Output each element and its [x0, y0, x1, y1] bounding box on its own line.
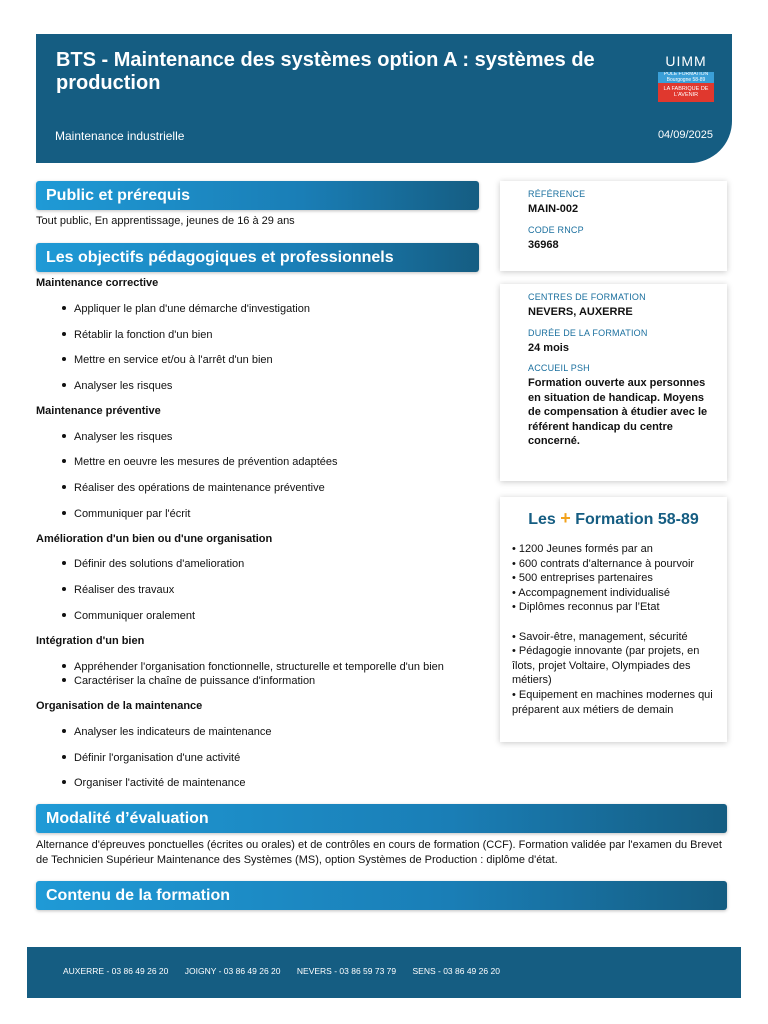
list-item: • 600 contrats d'alternance à pourvoir: [512, 557, 695, 570]
objectif-item: Caractériser la chaîne de puissance d'information: [62, 675, 315, 687]
objectif-item: Mettre en service et/ou à l'arrêt d'un bien: [62, 354, 273, 366]
logo-brand: UIMM: [665, 53, 707, 69]
section-public-title: Public et prérequis: [36, 181, 479, 210]
footer-contact-sens: SENS - 03 86 49 26 20: [412, 966, 500, 976]
objectif-group-heading: Maintenance préventive: [36, 405, 161, 417]
duree-label: DURÉE DE LA FORMATION: [528, 327, 648, 338]
bullet-icon: [62, 357, 66, 361]
duree-value: 24 mois: [528, 341, 569, 354]
evaluation-text: Alternance d'épreuves ponctuelles (écrites ou orales) et de contrôles en cours de formation (CCF). Formation validée par l'examen du Brevet de Technicien Supérieur Maintenance des Systèmes (MS), option Systèmes de Production : diplôme d'état.: [36, 839, 722, 866]
objectif-group-heading: Organisation de la maintenance: [36, 700, 203, 712]
reference-label: RÉFÉRENCE: [528, 189, 586, 199]
footer-contact-joigny: JOIGNY - 03 86 49 26 20: [184, 966, 281, 976]
page-subtitle: Maintenance industrielle: [55, 129, 185, 143]
objectif-item: Appréhender l'organisation fonctionnelle, structurelle et temporelle d'un bien: [62, 661, 444, 673]
bullet-icon: [62, 306, 66, 310]
bullet-icon: [62, 332, 66, 336]
psh-label: ACCUEIL PSH: [528, 363, 590, 373]
page-title: BTS - Maintenance des systèmes option A : systèmes de production: [56, 49, 595, 94]
list-item: • Savoir-être, management, sécurité: [512, 630, 688, 643]
logo-band-blue: PÔLE FORMATION Bourgogne 58-89: [658, 72, 714, 83]
bullet-icon: [62, 613, 66, 617]
list-spacer: [512, 615, 715, 630]
rncp-value: 36968: [528, 238, 559, 251]
bullet-icon: [62, 780, 66, 784]
list-item: • Pédagogie innovante (par projets, en îlots, projet Voltaire, Olympiades des métiers): [512, 645, 700, 687]
les-plus-card: [500, 497, 727, 742]
objectif-item: Définir l'organisation d'une activité: [62, 752, 240, 764]
bullet-icon: [62, 459, 66, 463]
reference-value: MAIN-002: [528, 203, 579, 215]
logo-band-red: LA FABRIQUE DE L'AVENIR: [658, 83, 714, 102]
list-item: • 500 entreprises partenaires: [512, 572, 653, 585]
objectif-item: Organiser l'activité de maintenance: [62, 777, 245, 789]
bullet-icon: [62, 434, 66, 438]
centres-card: [500, 284, 727, 481]
objectif-item: Définir des solutions d'amelioration: [62, 558, 244, 570]
bullet-icon: [62, 587, 66, 591]
section-objectifs-title: Les objectifs pédagogiques et professionnels: [36, 243, 479, 272]
bullet-icon: [62, 561, 66, 565]
objectif-item: Communiquer oralement: [62, 610, 195, 622]
les-plus-list: [512, 542, 715, 717]
objectif-group-heading: Intégration d'un bien: [36, 635, 145, 647]
objectif-item: Appliquer le plan d'une démarche d'investigation: [62, 303, 310, 315]
objectif-item: Mettre en oeuvre les mesures de prévention adaptées: [62, 456, 338, 468]
page-footer: [27, 947, 741, 998]
objectif-item: Communiquer par l'écrit: [62, 508, 190, 520]
footer-contact-nevers: NEVERS - 03 86 59 73 79: [296, 966, 397, 976]
plus-icon: +: [560, 508, 571, 528]
section-contenu-title: Contenu de la formation: [36, 881, 727, 910]
reference-card: [500, 181, 727, 271]
page-header: [36, 34, 732, 163]
list-item: • Equipement en machines modernes qui préparent aux métiers de demain: [512, 688, 713, 716]
objectif-item: Analyser les risques: [62, 431, 172, 443]
objectif-item: Réaliser des opérations de maintenance préventive: [62, 482, 325, 494]
centres-value: NEVERS, AUXERRE: [528, 306, 633, 318]
page-date: 04/09/2025: [657, 129, 713, 141]
footer-contact-auxerre: AUXERRE - 03 86 49 26 20: [63, 966, 169, 976]
bullet-icon: [62, 755, 66, 759]
objectif-item: Analyser les risques: [62, 380, 172, 392]
bullet-icon: [62, 485, 66, 489]
rncp-label: CODE RNCP: [528, 224, 584, 235]
objectif-item: Réaliser des travaux: [62, 584, 174, 596]
list-item: • Accompagnement individualisé: [512, 586, 670, 599]
objectif-item: Rétablir la fonction d'un bien: [62, 329, 212, 341]
public-text: Tout public, En apprentissage, jeunes de 16 à 29 ans: [36, 215, 295, 227]
bullet-icon: [62, 664, 66, 668]
section-evaluation-title: Modalité d’évaluation: [36, 804, 727, 833]
uimm-logo: [658, 53, 714, 102]
bullet-icon: [62, 511, 66, 515]
list-item: • Diplômes reconnus par l’Etat: [512, 601, 660, 614]
list-item: • 1200 Jeunes formés par an: [512, 543, 653, 555]
bullet-icon: [62, 678, 66, 682]
footer-contacts: [63, 966, 514, 976]
objectif-item: Analyser les indicateurs de maintenance: [62, 726, 272, 738]
les-plus-title: Les + Formation 58-89: [528, 508, 699, 528]
objectif-group-heading: Amélioration d'un bien ou d'une organisation: [36, 533, 273, 545]
psh-value: Formation ouverte aux personnes en situation de handicap. Moyens de compensation à étudier avec le référent handicap du centre concerné.: [528, 377, 708, 447]
bullet-icon: [62, 383, 66, 387]
bullet-icon: [62, 729, 66, 733]
centres-label: CENTRES DE FORMATION: [528, 292, 646, 302]
objectif-group-heading: Maintenance corrective: [36, 277, 159, 289]
